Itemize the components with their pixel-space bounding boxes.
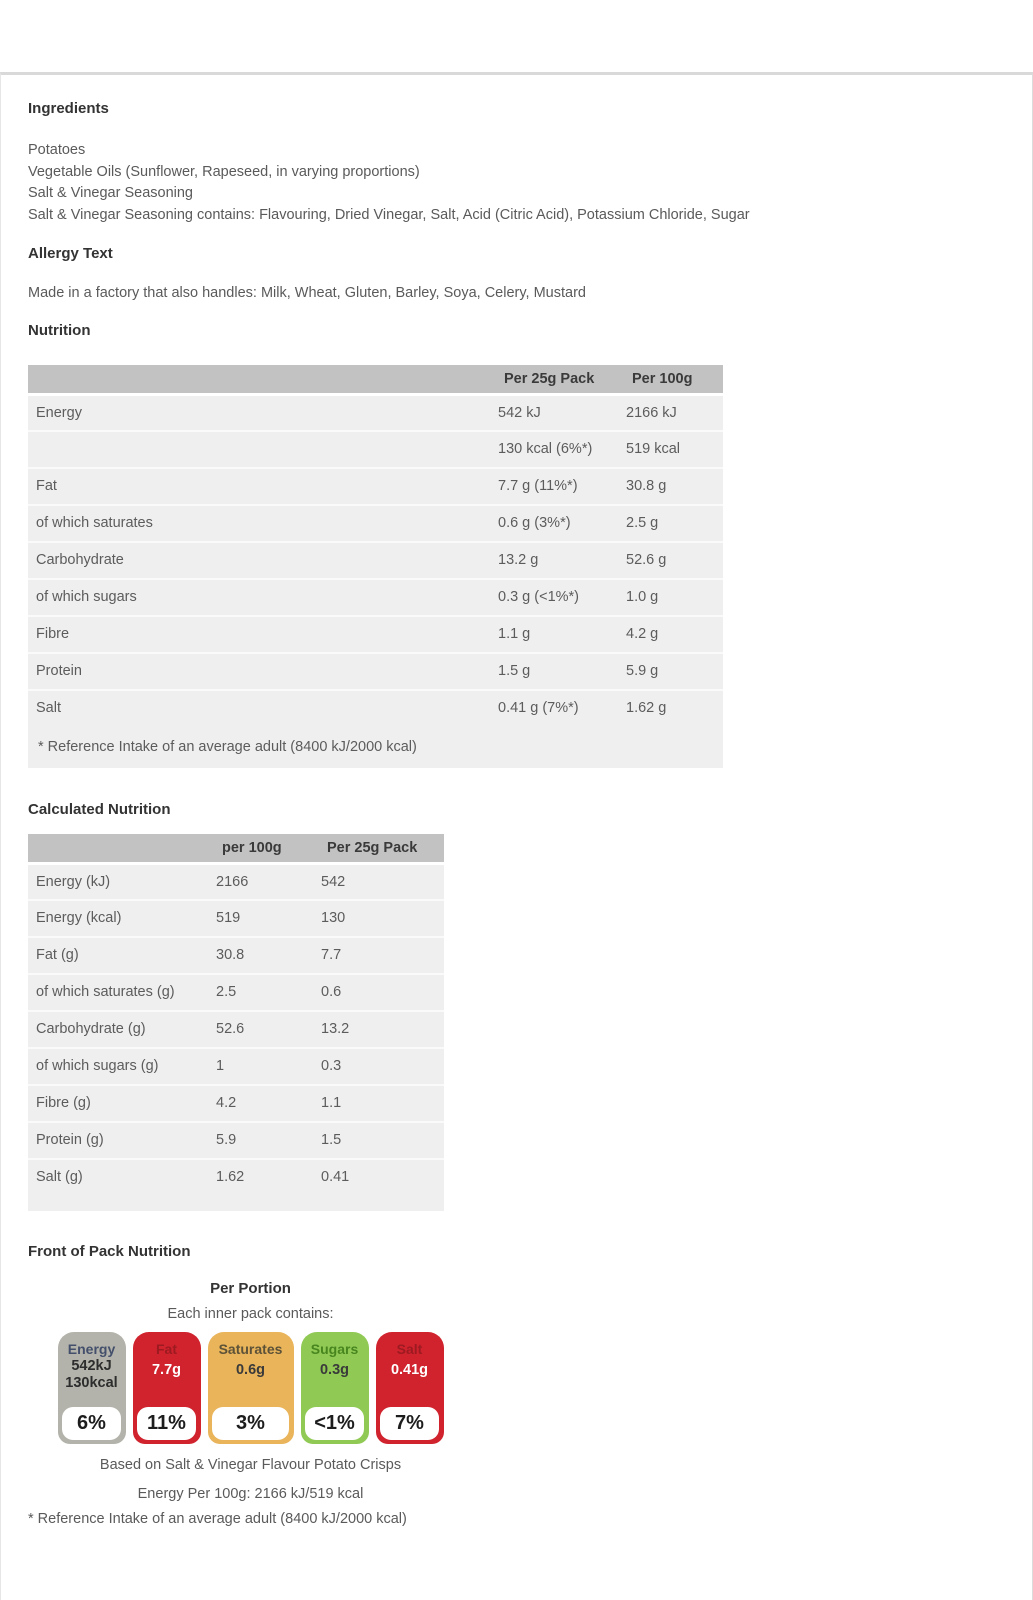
table-cell: 1.1 [321,1095,342,1111]
table-cell: 0.3 g (<1%*) [498,589,580,605]
badge-label: Saturates [218,1340,283,1357]
badge-value: 7.7g [151,1361,181,1378]
table-header-cell: Per 25g Pack [327,839,418,856]
table-cell: 2166 [216,873,249,890]
table-cell: 0.3 [321,1058,342,1074]
table-footnote: * Reference Intake of an average adult (8400 kJ/2000 kcal) [38,738,417,755]
table-cell: of which saturates (g) [36,984,175,1000]
table-row [28,578,723,615]
table-cell: 1.62 g [626,700,667,716]
table-cell: 519 [216,910,241,926]
allergy-heading: Allergy Text [28,245,113,262]
table-cell: 2.5 g [626,515,659,531]
badge-percent-pill: 7% [380,1407,439,1440]
traffic-light-badge-saturates [208,1332,294,1444]
table-row [28,862,444,899]
table-cell: 1 [216,1058,225,1074]
reference-intake-footnote: * Reference Intake of an average adult (8400 kJ/2000 kcal) [28,1510,407,1527]
front-of-pack-section [28,1280,473,1502]
table-cell: 7.7 [321,947,342,963]
table-cell: 52.6 [216,1021,245,1037]
table-cell: 0.6 [321,984,342,1000]
energy-per-100g-text: Energy Per 100g: 2166 kJ/519 kcal [137,1485,364,1502]
table-cell: Carbohydrate (g) [36,1021,146,1037]
traffic-light-badge-sugars [301,1332,369,1444]
table-header-cell: Per 100g [632,370,693,387]
table-cell: of which saturates [36,515,153,531]
front-of-pack-heading: Front of Pack Nutrition [28,1242,191,1260]
table-cell: 1.5 g [498,663,531,679]
table-cell: 130 kcal (6%*) [498,441,593,457]
nutrition-heading: Nutrition [28,321,91,339]
table-row [28,1121,444,1158]
table-row [28,652,723,689]
table-row [28,393,723,430]
badge-value: 542kJ [71,1357,112,1374]
allergy-text: Made in a factory that also handles: Milk, Wheat, Gluten, Barley, Soya, Celery, Mustard [28,285,586,301]
table-cell: Energy (kJ) [36,873,111,890]
badge-label: Sugars [310,1340,359,1357]
ingredient-line: Vegetable Oils (Sunflower, Rapeseed, in varying proportions) [28,163,420,180]
table-cell: of which sugars [36,589,137,605]
traffic-light-badge-energy [58,1332,126,1444]
table-cell: 30.8 g [626,478,667,494]
table-cell: Energy (kcal) [36,910,122,926]
table-cell: 0.41 g (7%*) [498,700,579,716]
table-cell: Salt [36,700,61,716]
table-row [28,1047,444,1084]
table-cell: 542 kJ [498,404,541,421]
table-row [28,504,723,541]
table-cell: Protein [36,663,82,679]
table-cell: 130 [321,910,346,926]
ingredients-list [28,140,1005,226]
table-cell: 30.8 [216,947,245,963]
table-row [28,1158,444,1195]
table-body [28,393,723,768]
badge-label: Salt [396,1340,423,1357]
table-cell: 13.2 [321,1021,350,1037]
traffic-light-badge-fat [133,1332,201,1444]
table-header-cell: Per 25g Pack [504,370,595,387]
table-row [28,430,723,467]
table-cell: of which sugars (g) [36,1058,159,1074]
table-row [28,973,444,1010]
ingredient-line: Salt & Vinegar Seasoning [28,185,193,201]
table-cell: 13.2 g [498,552,539,568]
table-row [28,541,723,578]
table-row [28,615,723,652]
table-cell: 2166 kJ [626,404,677,421]
badge-percent-pill: <1% [305,1407,364,1440]
badge-value: 0.41g [390,1361,429,1378]
table-cell: 4.2 [216,1095,237,1111]
table-cell: 1.5 [321,1132,342,1148]
calculated-nutrition-heading: Calculated Nutrition [28,800,171,818]
table-cell: Fat (g) [36,947,79,963]
table-header-cell: per 100g [222,839,282,856]
ingredients-heading: Ingredients [28,100,109,117]
ingredient-line: Potatoes [28,142,86,158]
table-cell: Fibre [36,626,70,642]
table-row [28,689,723,726]
table-cell: 1.0 g [626,589,659,605]
badge-percent-pill: 11% [137,1407,196,1440]
product-info-panel [0,72,1033,1600]
per-portion-subtitle: Each inner pack contains: [167,1305,334,1322]
table-header-row [28,365,723,393]
table-row [28,936,444,973]
table-cell: Energy [36,404,82,421]
based-on-text: Based on Salt & Vinegar Flavour Potato Crisps [99,1456,402,1473]
table-cell: 542 [321,873,346,890]
table-cell: 1.62 [216,1169,245,1185]
table-cell: 0.6 g (3%*) [498,515,571,531]
table-cell: Fibre (g) [36,1095,91,1111]
table-header-row [28,834,444,862]
table-cell: Salt (g) [36,1169,83,1185]
table-body [28,862,444,1211]
table-cell: 0.41 [321,1169,350,1185]
badge-value: 0.3g [319,1361,349,1378]
table-cell: 2.5 [216,984,237,1000]
table-row [28,467,723,504]
badge-label: Fat [156,1340,177,1357]
calculated-nutrition-table [28,834,444,1211]
badge-percent-pill: 6% [62,1407,121,1440]
badge-percent-pill: 3% [212,1407,289,1440]
badge-value: 0.6g [235,1361,265,1378]
badge-value: 130kcal [65,1374,118,1391]
table-cell: 5.9 [216,1132,237,1148]
table-cell: Fat [36,478,57,494]
table-row [28,1084,444,1121]
table-cell: 52.6 g [626,552,667,568]
badge-label: Energy [67,1340,116,1357]
traffic-light-badges [28,1332,473,1444]
table-cell: Protein (g) [36,1132,104,1148]
per-portion-title: Per Portion [210,1279,291,1297]
nutrition-table [28,365,723,768]
table-cell: Carbohydrate [36,552,124,568]
table-cell: 5.9 g [626,663,659,679]
table-row [28,899,444,936]
ingredient-line: Salt & Vinegar Seasoning contains: Flavouring, Dried Vinegar, Salt, Acid (Citric Acid), Potassium Chloride, Sugar [28,206,750,223]
table-cell: 1.1 g [498,626,531,642]
table-cell: 519 kcal [626,441,681,457]
table-row [28,1010,444,1047]
table-cell: 7.7 g (11%*) [498,478,578,494]
table-cell: 4.2 g [626,626,659,642]
traffic-light-badge-salt [376,1332,444,1444]
